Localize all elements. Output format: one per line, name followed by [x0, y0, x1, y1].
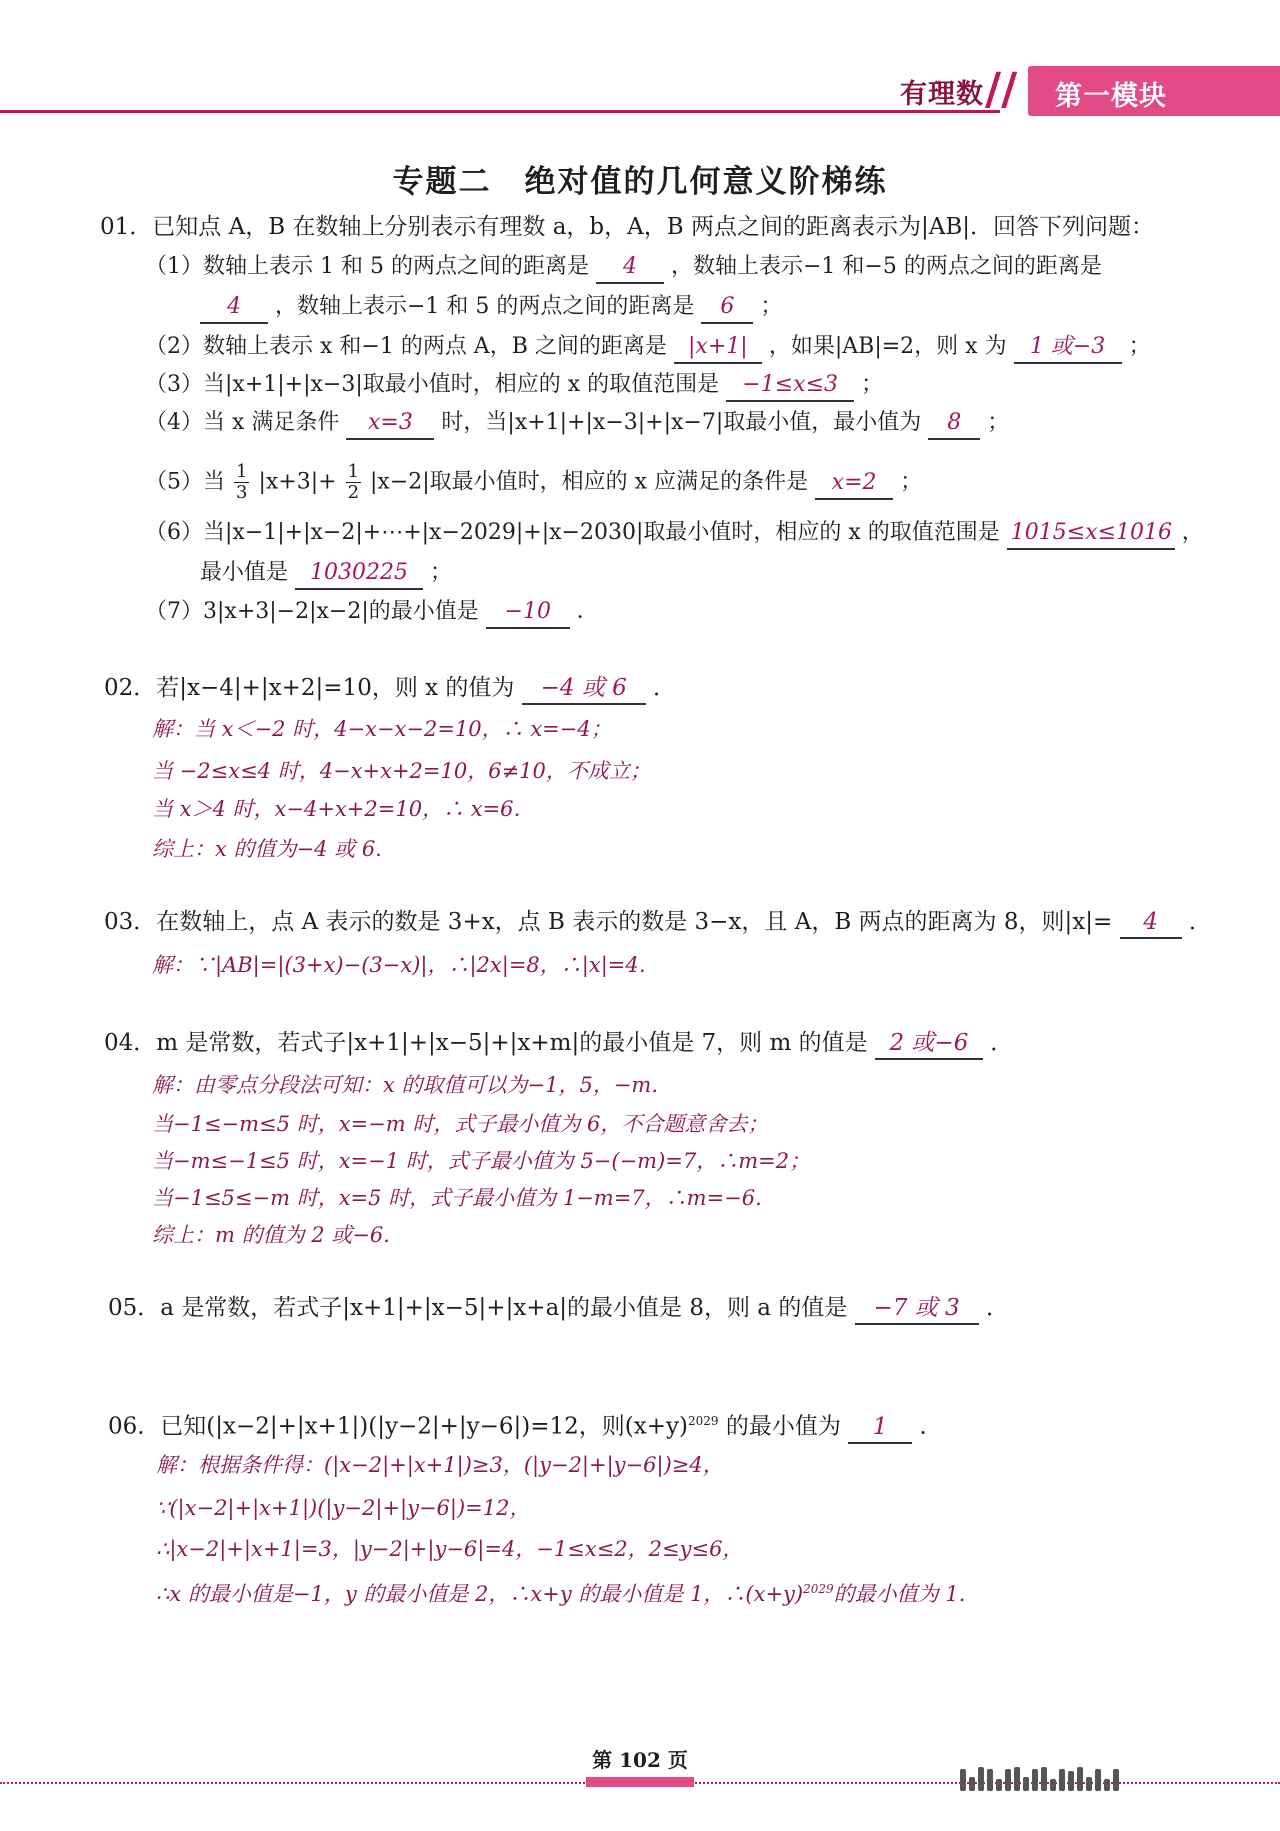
question-2-stem: 02．若|x−4|+|x+2|=10，则 x 的值为 −4 或 6 ．	[104, 673, 676, 705]
answer-blank: 8	[928, 408, 980, 440]
answer-blank: −10	[486, 597, 570, 629]
question-4-stem: 04．m 是常数，若式子|x+1|+|x−5|+|x+m|的最小值是 7，则 m 的值是 2 或−6 ．	[104, 1028, 1013, 1060]
header-rule	[0, 110, 1000, 113]
page-title: 专题二 绝对值的几何意义阶梯练	[392, 164, 888, 200]
question-1-part-5: （5）当 $\frac{1}{3}$ |x+3|+ $\frac{1}{2}$ |x−2|取最小值时，相应的 x 应满足的条件是 x=2 ；	[145, 461, 923, 503]
answer-blank: 1	[848, 1412, 912, 1444]
answer-blank: −1≤x≤3	[726, 370, 854, 402]
solution-line: 解：∵|AB|=|(3+x)−(3−x)|，∴|2x|=8，∴|x|=4．	[152, 953, 660, 977]
question-1-part-2: （2）数轴上表示 x 和−1 的两点 A，B 之间的距离是 |x+1| ，如果|AB|=2，则 x 为 1 或−3 ；	[145, 332, 1151, 364]
answer-blank: 4	[596, 252, 664, 284]
question-1-part-6: （6）当|x−1|+|x−2|+⋯+|x−2029|+|x−2030|取最小值时，相应的 x 的取值范围是 1015≤x≤1016 ，	[145, 518, 1204, 550]
footer-accent-bar	[586, 1777, 694, 1787]
question-6-stem: 06．已知(|x−2|+|x+1|)(|y−2|+|y−6|)=12，则$(x+y)^{2029}$ 的最小值为 1 ．	[108, 1406, 942, 1444]
answer-blank: 1030225	[295, 558, 423, 590]
page-number: 第 102 页	[592, 1748, 688, 1772]
chapter-label: 有理数	[900, 79, 984, 110]
solution-line: 解：当 x＜−2 时，4−x−x−2=10，∴ x=−4；	[152, 717, 612, 741]
solution-line: 解：根据条件得：(|x−2|+|x+1|)≥3，(|y−2|+|y−6|)≥4，	[156, 1453, 724, 1477]
answer-blank: x=2	[815, 468, 893, 500]
solution-line: ∴|x−2|+|x+1|=3，|y−2|+|y−6|=4，−1≤x≤2，2≤y≤6，	[156, 1537, 744, 1561]
solution-line: 当 x＞4 时，x−4+x+2=10，∴ x=6．	[152, 797, 535, 821]
solution-line: 解：由零点分段法可知：x 的取值可以为−1，5，−m.	[152, 1073, 659, 1097]
header-slash-decoration: //	[985, 64, 1018, 115]
question-1-part-7: （7）3|x+3|−2|x−2|的最小值是 −10 ．	[145, 597, 599, 629]
module-label: 第一模块	[1055, 81, 1167, 112]
solution-line: ∵(|x−2|+|x+1|)(|y−2|+|y−6|)=12，	[156, 1496, 531, 1520]
answer-blank: 6	[701, 292, 753, 324]
answer-blank: 1015≤x≤1016	[1007, 518, 1175, 550]
fraction-one-half: $\frac{1}{2}$	[347, 461, 360, 503]
answer-blank: 4	[200, 292, 268, 324]
answer-blank: |x+1|	[674, 332, 762, 364]
question-1-part-4: （4）当 x 满足条件 x=3 时，当|x+1|+|x−3|+|x−7|取最小值，最小值为 8 ；	[145, 408, 1009, 440]
answer-blank: 2 或−6	[875, 1028, 983, 1060]
question-1-part-6-cont: 最小值是 1030225 ；	[200, 558, 452, 590]
answer-blank: x=3	[346, 408, 434, 440]
solution-line: 当−1≤−m≤5 时，x=−m 时，式子最小值为 6，不合题意舍去；	[152, 1112, 769, 1136]
answer-blank: 4	[1120, 907, 1182, 939]
question-3-stem: 03．在数轴上，点 A 表示的数是 3+x，点 B 表示的数是 3−x，且 A，B 两点的距离为 8，则|x|= 4 ．	[104, 907, 1212, 939]
solution-line: 综上：m 的值为 2 或−6.	[152, 1223, 390, 1247]
question-1-part-3: （3）当|x+1|+|x−3|取最小值时，相应的 x 的取值范围是 −1≤x≤3 ；	[145, 370, 883, 402]
question-1-stem: 01．已知点 A，B 在数轴上分别表示有理数 a，b，A，B 两点之间的距离表示为|AB|．回答下列问题：	[100, 214, 1154, 240]
fraction-one-third: $\frac{1}{3}$	[236, 461, 248, 503]
question-1-part-1: （1）数轴上表示 1 和 5 的两点之间的距离是 4 ，数轴上表示−1 和−5 的两点之间的距离是	[145, 252, 1102, 284]
solution-line: 综上：x 的值为−4 或 6.	[152, 837, 382, 861]
watermark-barcode	[960, 1765, 1119, 1791]
solution-line: 当−1≤5≤−m 时，x=5 时，式子最小值为 1−m=7，∴m=−6.	[152, 1186, 762, 1210]
solution-line: 当−m≤−1≤5 时，x=−1 时，式子最小值为 5−(−m)=7，∴m=2；	[152, 1149, 811, 1173]
answer-blank: 1 或−3	[1014, 332, 1122, 364]
question-1-part-1-cont: 4 ，数轴上表示−1 和 5 的两点之间的距离是 6 ；	[200, 292, 782, 324]
answer-blank: −4 或 6	[522, 673, 646, 705]
solution-line: 当 −2≤x≤4 时，4−x+x+2=10，6≠10，不成立；	[152, 759, 651, 783]
question-5-stem: 05．a 是常数，若式子|x+1|+|x−5|+|x+a|的最小值是 8，则 a 的值是 −7 或 3 ．	[108, 1293, 1009, 1325]
answer-blank: −7 或 3	[855, 1293, 979, 1325]
solution-line: ∴x 的最小值是−1，y 的最小值是 2，∴x+y 的最小值是 1，$\therefore(x+y)^{2029}$的最小值为 1.	[156, 1582, 966, 1606]
